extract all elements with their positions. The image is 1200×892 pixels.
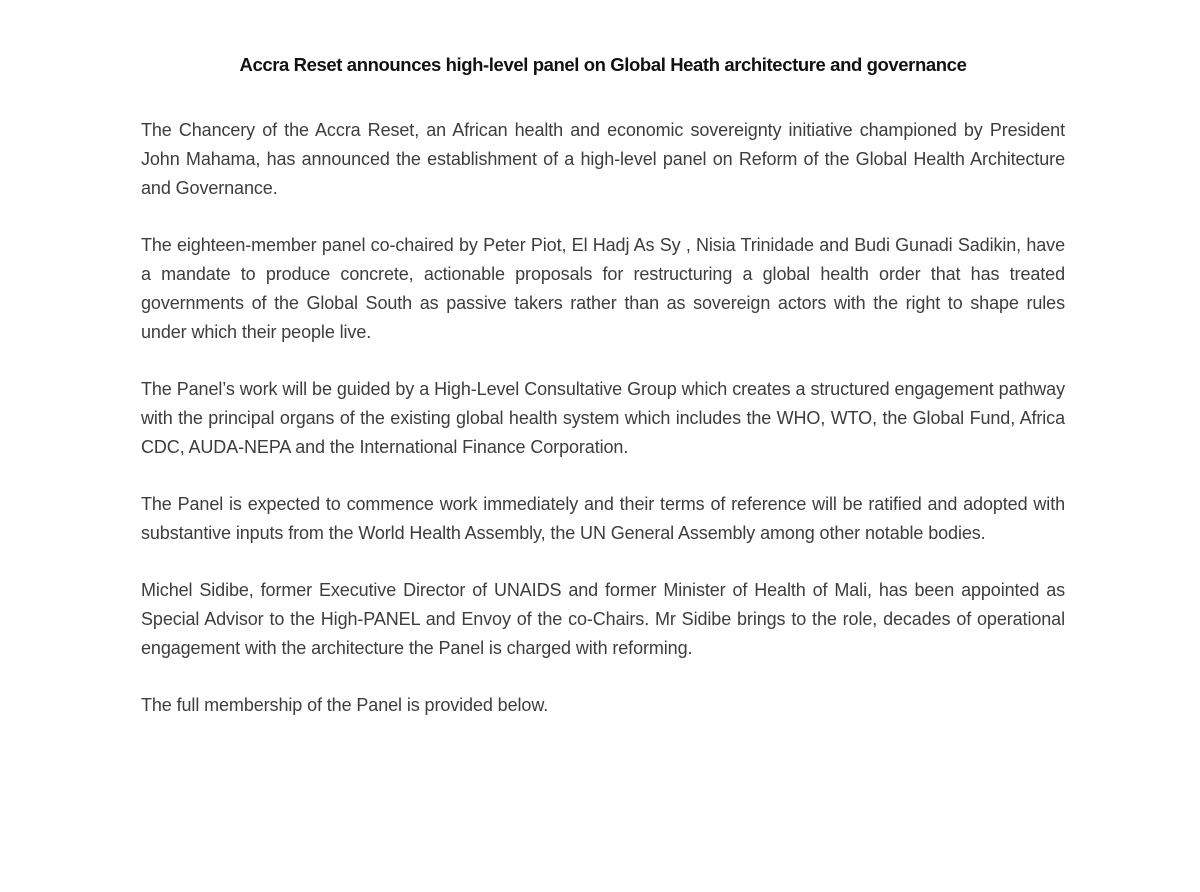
paragraph-terms-of-reference: The Panel is expected to commence work immediately and their terms of reference will be ratified and adopted with substantive inputs from the World Health Assembly, the UN General Assembly among other notable bodies. — [141, 494, 1065, 543]
paragraph-membership-note: The full membership of the Panel is provided below. — [141, 695, 549, 715]
paragraph-chancery-announcement: The Chancery of the Accra Reset, an African health and economic sovereignty initiative championed by President John Mahama, has announced the establishment of a high-level panel on Reform of the Global Health Architecture and Governance. — [141, 120, 1065, 198]
paragraph-special-advisor: Michel Sidibe, former Executive Director of UNAIDS and former Minister of Health of Mali, has been appointed as Special Advisor to the High-PANEL and Envoy of the co-Chairs. Mr Sidibe brings to the role, decades of operational engagement with the architecture the Panel is charged with reforming. — [141, 580, 1065, 658]
document-page — [141, 52, 1065, 748]
paragraph-consultative-group: The Panel’s work will be guided by a High-Level Consultative Group which creates a structured engagement pathway with the principal organs of the existing global health system which includes the WHO, WTO, the Global Fund, Africa CDC, AUDA-NEPA and the International Finance Corporation. — [141, 379, 1065, 457]
document-title: Accra Reset announces high-level panel on Global Heath architecture and governance — [239, 54, 967, 75]
paragraph-panel-co-chairs: The eighteen-member panel co-chaired by Peter Piot, El Hadj As Sy , Nisia Trinidade and Budi Gunadi Sadikin, have a mandate to produce concrete, actionable proposals for restructuring a global health order that has treated governments of the Global South as passive takers rather than as sovereign actors with the right to shape rules under which their people live. — [141, 235, 1065, 342]
